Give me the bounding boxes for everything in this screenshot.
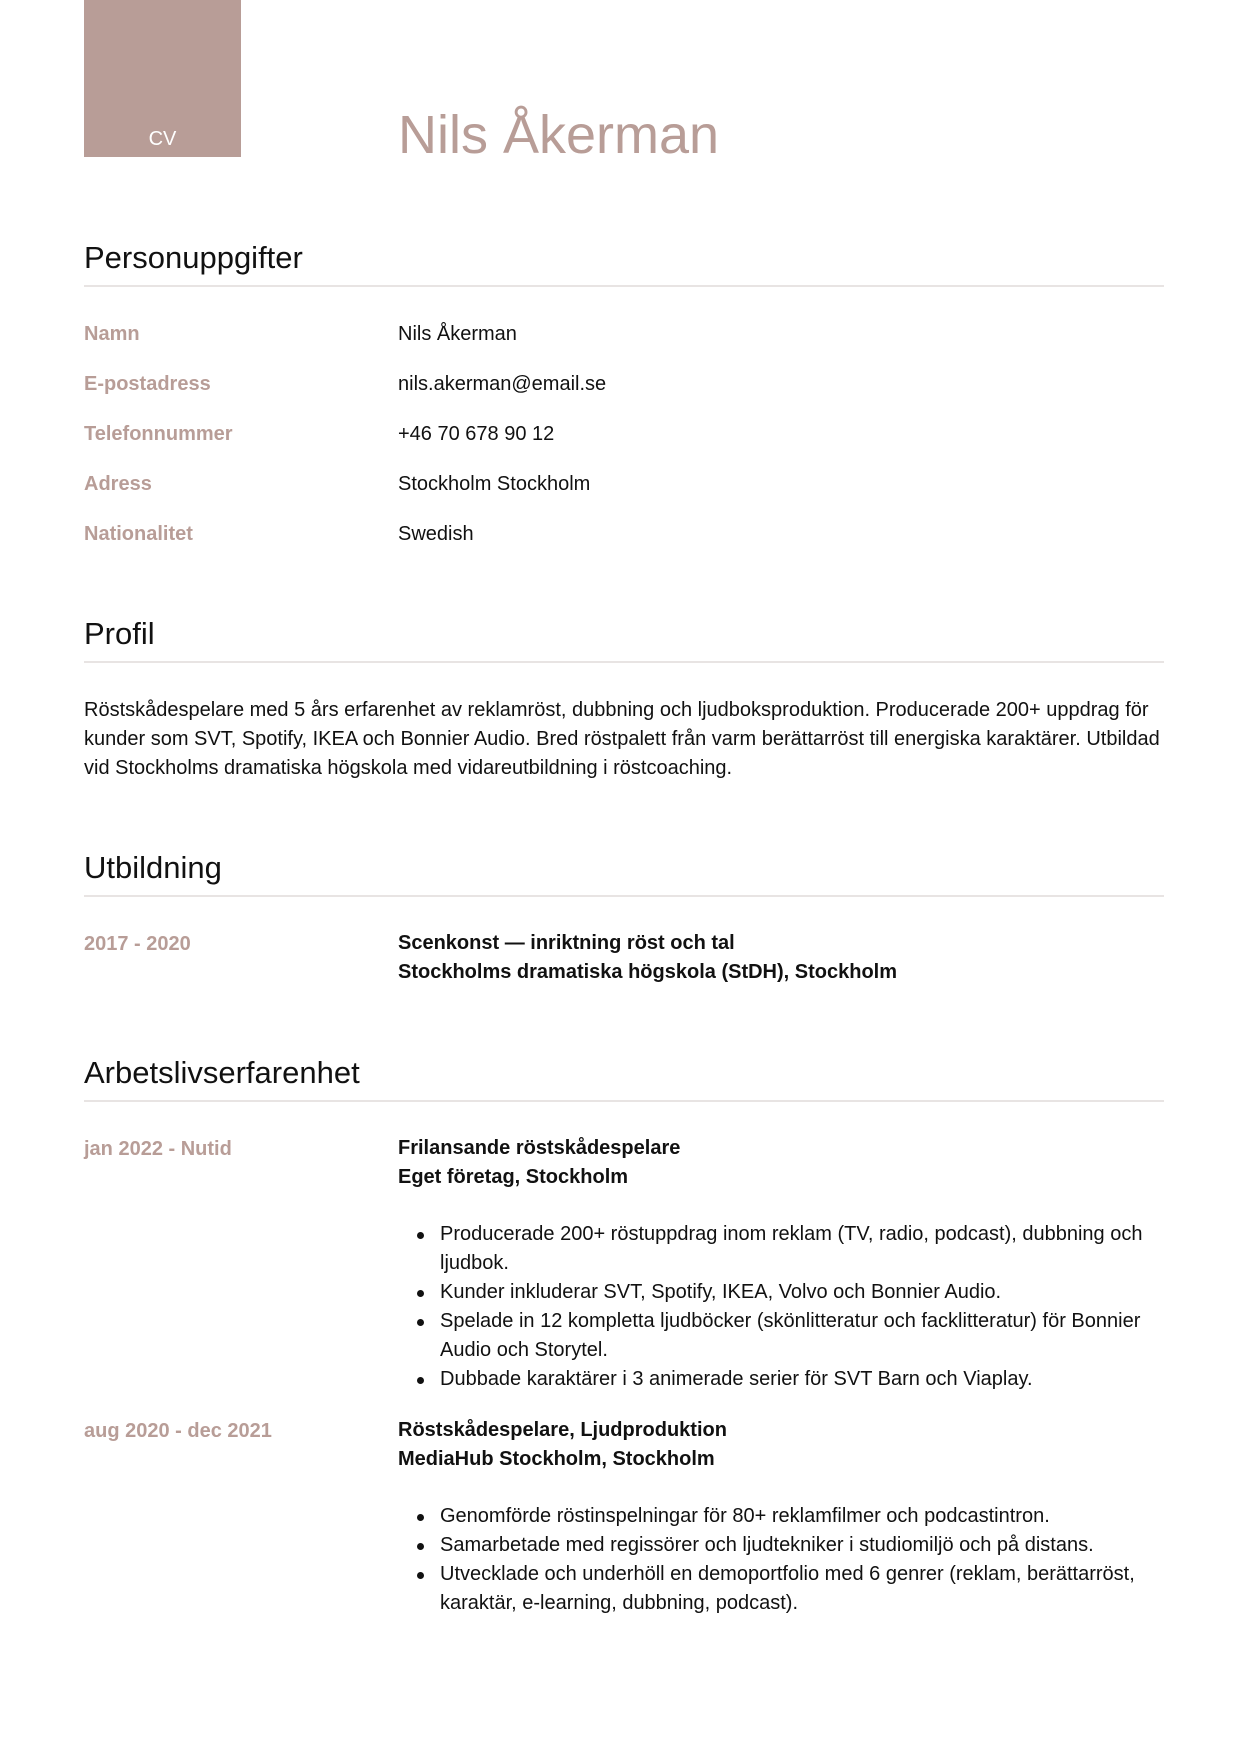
candidate-name-heading: Nils Åkerman — [398, 105, 720, 165]
job-achievements-list — [398, 1220, 1164, 1394]
field-value: +46 70 678 90 12 — [398, 423, 555, 445]
experience-section — [84, 1050, 1164, 1614]
cv-badge-label: CV — [148, 128, 177, 150]
education-section — [84, 845, 1164, 983]
employer: Eget företag, Stockholm — [398, 1166, 629, 1188]
field-label: Namn — [84, 323, 140, 345]
field-value: Swedish — [398, 523, 474, 545]
section-divider — [84, 285, 1164, 287]
section-divider — [84, 661, 1164, 663]
field-value: Stockholm Stockholm — [398, 473, 591, 495]
experience-date: aug 2020 - dec 2021 — [84, 1420, 272, 1442]
list-item: Dubbade karaktärer i 3 animerade serier för SVT Barn och Viaplay. — [398, 1365, 1164, 1394]
job-title: Frilansande röstskådespelare — [398, 1137, 681, 1159]
field-label: Adress — [84, 473, 152, 495]
experience-date: jan 2022 - Nutid — [84, 1138, 232, 1160]
job-achievements-list — [398, 1502, 1164, 1618]
education-school: Stockholms dramatiska högskola (StDH), Stockholm — [398, 961, 897, 983]
section-title-personal: Personuppgifter — [84, 240, 303, 275]
education-program: Scenkonst — inriktning röst och tal — [398, 932, 735, 954]
job-title: Röstskådespelare, Ljudproduktion — [398, 1419, 727, 1441]
list-item: Producerade 200+ röstuppdrag inom reklam (TV, radio, podcast), dubbning och ljudbok. — [398, 1220, 1164, 1278]
section-divider — [84, 1100, 1164, 1102]
field-label: Telefonnummer — [84, 423, 233, 445]
experience-heading — [398, 1134, 1164, 1192]
field-value: Nils Åkerman — [398, 323, 517, 345]
section-title-profile: Profil — [84, 616, 155, 651]
list-item: Utvecklade och underhöll en demoportfolio med 6 genrer (reklam, berättarröst, karaktär, e-learning, dubbning, podcast). — [398, 1560, 1164, 1618]
field-label: E-postadress — [84, 373, 211, 395]
list-item: Spelade in 12 kompletta ljudböcker (skönlitteratur och facklitteratur) för Bonnier Audio och Storytel. — [398, 1307, 1164, 1365]
section-title-experience: Arbetslivserfarenhet — [84, 1055, 360, 1090]
profile-section — [84, 611, 1164, 779]
employer: MediaHub Stockholm, Stockholm — [398, 1448, 715, 1470]
field-value: nils.akerman@email.se — [398, 373, 607, 395]
list-item: Kunder inkluderar SVT, Spotify, IKEA, Volvo och Bonnier Audio. — [398, 1278, 1164, 1307]
section-divider — [84, 895, 1164, 897]
field-label: Nationalitet — [84, 523, 193, 545]
experience-heading — [398, 1416, 1164, 1474]
personal-info-section — [84, 235, 1164, 545]
section-title-education: Utbildning — [84, 850, 222, 885]
cv-badge — [84, 0, 241, 157]
profile-text: Röstskådespelare med 5 års erfarenhet av reklamröst, dubbning och ljudboksproduktion. Producerade 200+ uppdrag för kunder som SVT, Spotify, IKEA och Bonnier Audio. Bred röstpalett från varm berättarröst till energiska karaktärer. Utbildad vid Stockholms dramatiska högskola med vidareutbildning i röstcoaching. — [84, 699, 1160, 779]
list-item: Genomförde röstinspelningar för 80+ reklamfilmer och podcastintron. — [398, 1502, 1164, 1531]
list-item: Samarbetade med regissörer och ljudtekniker i studiomiljö och på distans. — [398, 1531, 1164, 1560]
education-details — [398, 929, 1164, 987]
education-date: 2017 - 2020 — [84, 933, 191, 955]
